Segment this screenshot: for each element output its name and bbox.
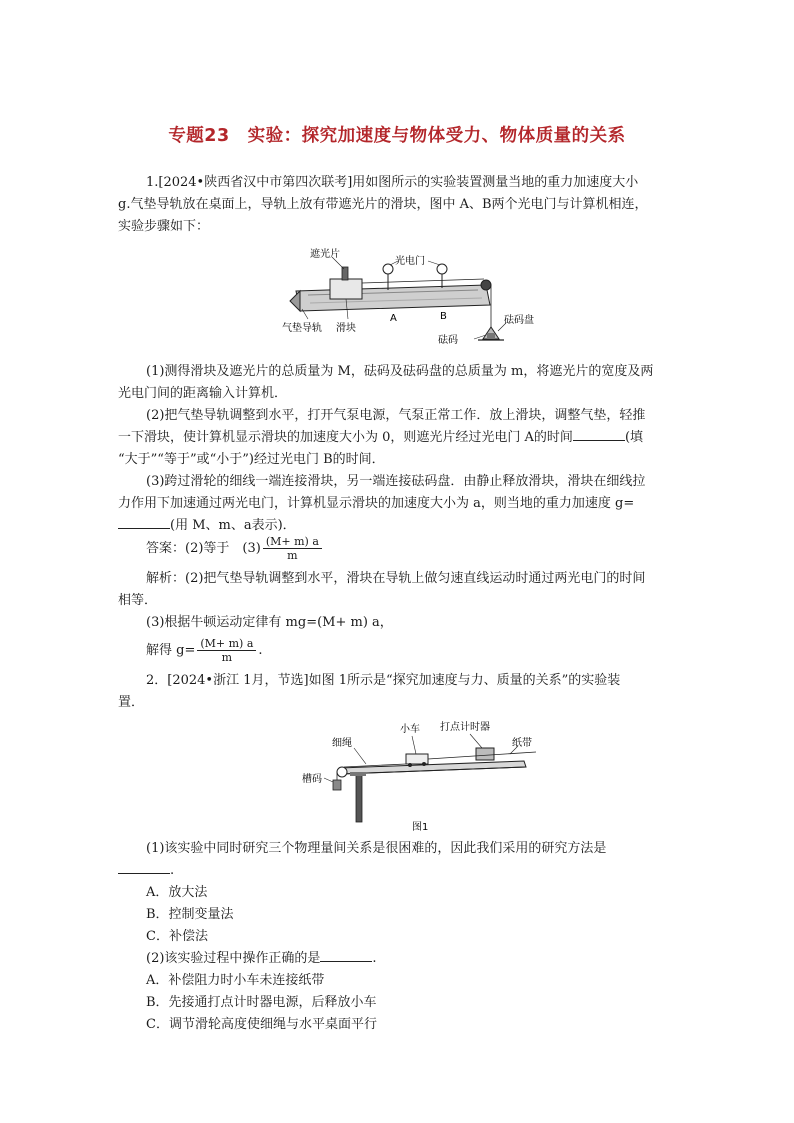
label-cart: 小车 — [400, 724, 420, 735]
q1-analysis-line3: (3)根据牛顿运动定律有 mg=(M+ m) a， — [146, 615, 393, 630]
label-rail: 气垫导轨 — [282, 323, 322, 334]
photo-gate-b-icon — [437, 264, 447, 274]
answer-blank-2 — [118, 516, 170, 529]
q2-part1-option-a: A．放大法 — [146, 885, 208, 900]
answer-fraction — [263, 535, 322, 562]
air-track-rail — [296, 285, 490, 311]
slider-block — [330, 279, 362, 299]
hanging-weight-icon — [333, 780, 341, 790]
solve-fraction — [197, 637, 256, 664]
q1-step1-line1: (1)测得滑块及遮光片的总质量为 M，砝码及砝码盘的总质量为 m，将遮光片的宽度及两 — [146, 364, 654, 379]
q2-part1-option-b: B．控制变量法 — [146, 907, 234, 922]
q1-analysis-line2: 相等． — [118, 593, 158, 608]
answer-blank-3 — [118, 861, 170, 874]
label-tape: 纸带 — [512, 738, 532, 749]
pulley-icon — [481, 280, 491, 290]
q1-step1-line2: 光电门间的距离输入计算机． — [118, 386, 288, 401]
timer-block — [476, 748, 494, 760]
pulley-icon-2 — [337, 767, 347, 777]
photo-gate-a-icon — [383, 264, 393, 274]
answer-prefix: 答案：(2)等于 (3) — [146, 541, 261, 556]
label-timer: 打点计时器 — [440, 722, 490, 733]
answer-blank-1 — [573, 428, 625, 441]
page-title: 专题23 实验：探究加速度与物体受力、物体质量的关系 — [168, 126, 626, 146]
q1-step3-line2: 力作用下加速通过两光电门，计算机显示滑块的加速度大小为 a，则当地的重力加速度 g= — [118, 496, 635, 511]
label-weight: 砝码 — [438, 335, 458, 346]
shade-sheet — [342, 267, 348, 280]
table-leg — [356, 774, 362, 822]
q1-step2-line3: “大于”“等于”或“小于”)经过光电门 B的时间． — [118, 452, 385, 467]
solve-denominator: m — [221, 651, 233, 664]
q2-part2-option-a: A．补偿阻力时小车未连接纸带 — [146, 973, 325, 988]
label-gate: 光电门 — [395, 256, 425, 267]
q1-step2-line1: (2)把气垫导轨调整到水平，打开气泵电源，气泵正常工作．放上滑块，调整气垫，轻推 — [146, 408, 646, 423]
label-hanging-weight: 槽码 — [302, 774, 322, 785]
q1-analysis-line1: 解析：(2)把气垫导轨调整到水平，滑块在导轨上做匀速直线运动时通过两光电门的时间 — [146, 571, 646, 586]
label-a: A — [390, 313, 397, 324]
q1-stem-line2: g.气垫导轨放在桌面上，导轨上放有带遮光片的滑块，图中 A、B两个光电门与计算机相连， — [118, 197, 648, 212]
q1-answer — [146, 534, 324, 564]
label-shade: 遮光片 — [310, 249, 340, 260]
label-rope: 细绳 — [332, 738, 352, 749]
q1-stem-line1: 1.[2024•陕西省汉中市第四次联考]用如图所示的实验装置测量当地的重力加速度大小 — [146, 175, 639, 190]
label-slider: 滑块 — [336, 323, 356, 334]
label-b: B — [440, 311, 447, 322]
cart-figure — [300, 716, 540, 836]
q2-part1-line2 — [118, 860, 174, 882]
q1-stem-line3: 实验步骤如下： — [118, 219, 210, 234]
q2-stem-line2: 置． — [118, 695, 145, 710]
fraction-numerator: (M+ m) a — [263, 535, 322, 549]
q2-part2-suffix: . — [372, 951, 377, 966]
solve-suffix: . — [258, 643, 263, 658]
figure-caption: 图1 — [412, 822, 429, 833]
q1-solve — [146, 636, 263, 666]
q2-part2-option-b: B．先接通打点计时器电源，后释放小车 — [146, 995, 377, 1010]
table-top — [340, 761, 526, 774]
q2-part2-option-c: C．调节滑轮高度使细绳与水平桌面平行 — [146, 1017, 377, 1032]
solve-numerator: (M+ m) a — [197, 637, 256, 651]
solve-prefix: 解得 g= — [146, 643, 196, 658]
answer-blank-4 — [320, 949, 372, 962]
q1-step3-line1: (3)跨过滑轮的细线一端连接滑块，另一端连接砝码盘．由静止释放滑块，滑块在细线拉 — [146, 474, 646, 489]
q1-step3-text: (用 M、m、a表示)． — [170, 518, 296, 533]
q2-part2-stem — [146, 948, 377, 970]
q2-part1-line1: (1)该实验中同时研究三个物理量间关系是很困难的，因此我们采用的研究方法是 — [146, 841, 607, 856]
q1-step2-line2 — [118, 427, 643, 449]
q1-step2-text-b: (填 — [624, 430, 644, 445]
q2-part1-suffix: . — [170, 863, 175, 878]
q1-step2-text-a: 一下滑块，使计算机显示滑块的加速度大小为 0，则遮光片经过光电门 A的时间 — [118, 430, 573, 445]
label-pan: 砝码盘 — [504, 315, 534, 326]
air-track-figure — [278, 243, 558, 355]
q2-part2-prefix: (2)该实验过程中操作正确的是 — [146, 951, 321, 966]
q2-part1-option-c: C．补偿法 — [146, 929, 208, 944]
q2-stem-line1: 2．[2024•浙江 1月，节选]如图 1所示是“探究加速度与力、质量的关系”的实验装 — [146, 673, 621, 688]
fraction-denominator: m — [287, 549, 298, 562]
